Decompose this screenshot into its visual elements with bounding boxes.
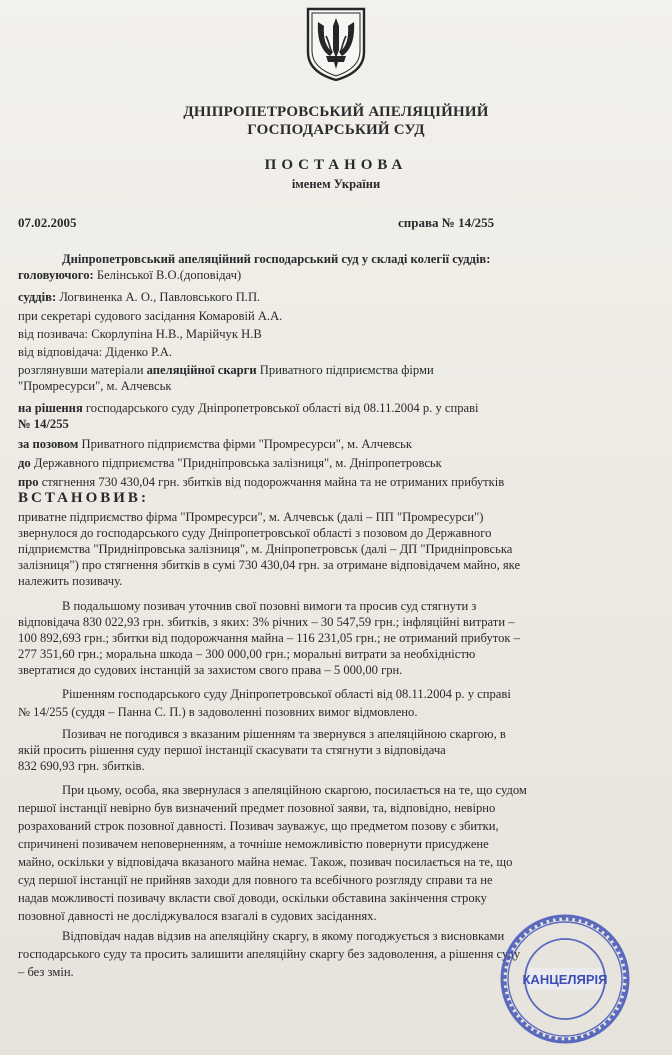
claim-label: за позовом [18,437,79,451]
paragraph-6-line: господарського суду та просить залишити апеляційну скаргу без задоволення, а рішення суду [18,947,521,961]
paragraph-1-line: залізниця") про стягнення збитків в сумі 730 430,04 грн. за отримане відповідачем майно, яке [18,558,521,572]
paragraph-2-line: В подальшому позивач уточнив свої позовні вимоги та просив суд стягнути з [62,599,477,613]
appellant-name: "Промресурси", м. Алчевськ [18,379,172,393]
paragraph-6-line: Відповідач надав відзив на апеляційну скаргу, в якому погоджується з висновками [62,929,505,943]
document-date: 07.02.2005 [18,215,77,230]
paragraph-1-line: належить позивачу. [18,574,123,588]
paragraph-5-line: суд першої інстанції не прийняв заходи для повного та всебічного розгляду справи та не [18,873,493,887]
paragraph-5-line: спричинені позивачем неповерненням, а точніше неможливістю повернути присуджене [18,837,489,851]
court-name-line1: ДНІПРОПЕТРОВСЬКИЙ АПЕЛЯЦІЙНИЙ [183,104,489,120]
paragraph-1-line: підприємства "Придніпровська залізниця", м. Дніпропетровськ (далі – ДП "Придніпровська [18,542,513,556]
paragraph-4-line: Позивач не погодився з вказаним рішенням та звернувся з апеляційною скаргою, в [62,727,506,741]
established-heading: ВСТАНОВИВ: [18,490,149,506]
plaintiff-representatives: від позивача: Скорлупіна Н.В., Марійчук Н.В [18,327,262,341]
decision-case-number: № 14/255 [18,417,69,431]
document-subtitle: іменем України [291,177,381,191]
claim-text: Приватного підприємства фірми "Промресурси", м. Алчевськ [78,437,413,451]
paragraph-2-line: 100 892,693 грн.; збитки від подорожчання майна – 116 231,05 грн.; не отриманий прибуток – [18,631,520,645]
paragraph-5-line: При цьому, особа, яка звернулася з апеляційною скаргою, посилається на те, що судом [62,783,527,797]
appealed-decision [18,400,658,416]
paragraph-4-line: 832 690,93 грн. збитків. [18,759,145,773]
paragraph-2-line: звертатися до судових інстанцій за захистом свого права – 5 000,00 грн. [18,663,403,677]
court-panel: Дніпропетровський апеляційний господарський суд у складі колегії суддів: [62,252,491,266]
court-name-line2: ГОСПОДАРСЬКИЙ СУД [247,122,425,138]
about-text: стягнення 730 430,04 грн. збитків від подорожчання майна та не отриманих прибутків [38,475,505,489]
considered-line [18,362,658,378]
paragraph-1-line: приватне підприємство фірма "Промресурси", м. Алчевськ (далі – ПП "Промресурси") [18,510,484,524]
paragraph-2-line: 277 351,60 грн.; моральна шкода – 300 000,00 грн.; моральні витрати за необхідністю [18,647,476,661]
paragraph-4-line: якій просить рішення суду першої інстанції скасувати та стягнути з відповідача [18,743,446,757]
paragraph-5-line: майно, оскільки у відповідача вказаного майна немає. Також, позивач посилається на те, що [18,855,513,869]
decision-text: господарського суду Дніпропетровської області від 08.11.2004 р. у справі [82,401,479,415]
paragraph-5-line: розрахований строк позовної давності. Позивач зауважує, що предметом позову є збитки, [18,819,499,833]
claim-against [18,455,658,471]
case-number: справа № 14/255 [398,215,495,230]
paragraph-1-line: звернулося до господарського суду Дніпропетровської області з позовом до Державного [18,526,492,540]
judges [18,289,658,305]
presiding-value: Белінської В.О.(доповідач) [96,268,242,282]
paragraph-5-line: надав можливості позивачу вкласти свої доводи, оскільки обставина закінчення строку [18,891,487,905]
stamp-label: КАНЦЕЛЯРІЯ [522,972,608,987]
presiding-label: головуючого: [18,268,94,282]
defendant-representative: від відповідача: Діденко Р.А. [18,345,172,359]
appeal-label: апеляційної скарги [146,363,257,377]
paragraph-3-line: № 14/255 (суддя – Панна С. П.) в задоволенні позовних вимог відмовлено. [18,705,418,719]
against-text: Державного підприємства "Придніпровська залізниця", м. Дніпропетровськ [30,456,442,470]
paragraph-5-line: позовної давності не досліджувалося взагалі в судових засіданнях. [18,909,377,923]
considered-text-a: розглянувши матеріали [18,363,147,377]
document-title: ПОСТАНОВА [264,157,408,173]
considered-text-c: Приватного підприємства фірми [256,363,434,377]
paragraph-5-line: першої інстанції невірно був визначений предмет позовної заяви, та, відповідно, невірно [18,801,496,815]
court-secretary: при секретарі судового засідання Комаровій А.А. [18,309,283,323]
claim-subject [18,474,658,490]
claim-by [18,436,658,452]
paragraph-3-line: Рішенням господарського суду Дніпропетровської області від 08.11.2004 р. у справі [62,687,511,701]
against-label: до [18,456,31,470]
paragraph-2-line: відповідача 830 022,93 грн. збитків, з яких: 3% річних – 30 547,59 грн.; інфляційні витрати – [18,615,515,629]
presiding-judge [18,267,658,283]
judges-value: Логвиненка А. О., Павловського П.П. [59,290,261,304]
decision-label: на рішення [18,401,83,415]
judges-label: суддів: [18,290,57,304]
trident-emblem-icon [304,6,368,82]
paragraph-6-line: – без змін. [18,965,74,979]
office-stamp [498,912,632,1046]
about-label: про [18,475,39,489]
